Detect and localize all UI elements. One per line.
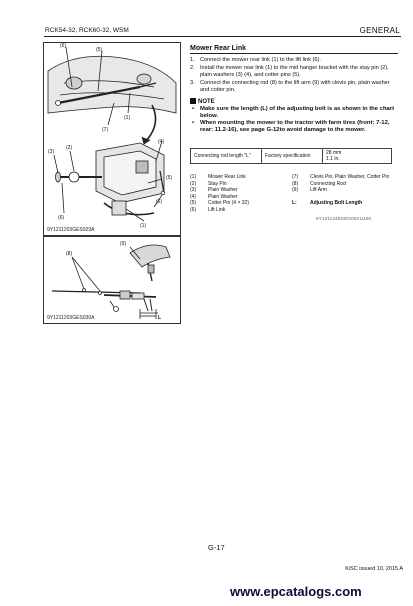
legend-key: (3) — [190, 187, 197, 193]
legend-key: (1) — [190, 174, 197, 180]
legend-label: Plain Washer — [208, 187, 238, 193]
legend-label: Cotter Pin (4 × 32) — [208, 200, 249, 206]
dimension-l-label: L — [158, 315, 162, 321]
legend-key: (5) — [190, 200, 197, 206]
callout-7: (7) — [102, 127, 109, 133]
section-title: Mower Rear Link — [190, 45, 247, 52]
callout-6: (6) — [58, 215, 65, 221]
callout-9: (9) — [120, 241, 127, 247]
procedure-steps — [190, 57, 400, 95]
step-number: 2. — [190, 65, 195, 71]
step-number: 1. — [190, 57, 195, 63]
figure-rear-link-install — [43, 42, 181, 236]
table-row — [191, 149, 392, 164]
spec-column: Factory specification — [262, 149, 323, 164]
legend-right — [292, 174, 389, 206]
spec-label: Connecting rod length "L" — [191, 149, 262, 164]
rear-link-illustration — [44, 43, 180, 235]
legend-label: Connecting Rod — [310, 180, 346, 187]
figure-connecting-rod — [43, 236, 181, 324]
step-number: 3. — [190, 80, 195, 86]
legend-label: Plain Washer — [208, 193, 238, 200]
spec-value-mm: 28 mm — [326, 150, 342, 156]
callout-3: (3) — [48, 149, 55, 155]
note-square-icon — [190, 98, 196, 104]
section-title-rule — [190, 53, 398, 54]
header-rule — [44, 36, 401, 37]
issue-info: KiSC issued 10, 2015 A — [345, 566, 403, 572]
legend-label: Lift Arm — [310, 187, 327, 193]
figure-code: 9Y1211203GES029A — [47, 227, 95, 233]
callout-1-top: (1) — [124, 115, 131, 121]
legend-key: (6) — [190, 206, 197, 213]
note-bullets — [190, 106, 402, 134]
legend-item — [292, 200, 389, 207]
legend-label: Stay Pin — [208, 180, 227, 187]
legend-key: (9) — [292, 187, 299, 193]
step-item — [190, 65, 400, 79]
step-text: Connect the connecting rod (8) to the lift arm (9) with clevis pin, plain washer and cotter pin. — [200, 80, 390, 93]
callout-8-left: (8) — [66, 251, 73, 257]
callout-6b: (6) — [156, 199, 163, 205]
spec-table — [190, 148, 392, 164]
watermark-link[interactable]: www.epcatalogs.com — [230, 584, 362, 599]
legend-left — [190, 174, 249, 213]
page-number: G-17 — [208, 543, 225, 552]
callout-6-top: (6) — [60, 43, 67, 49]
note-heading — [190, 98, 215, 105]
legend-item — [190, 207, 249, 214]
legend-key: (8) — [292, 180, 299, 187]
note-bullet: • Make sure the length (L) of the adjusting bolt is as shown in the chart below. — [190, 106, 402, 120]
legend-label: Clevis Pin, Plain Washer, Cotter Pin — [310, 174, 390, 180]
connecting-rod-illustration — [44, 237, 180, 323]
legend-label: Lift Link — [208, 206, 226, 213]
step-text: Connect the mower rear link (1) to the lift link (6). — [200, 57, 321, 63]
legend-key: (7) — [292, 174, 299, 180]
spec-value-in: 1.1 in. — [326, 156, 340, 162]
header-models: RCK54-32, RCK60-32, WSM — [45, 27, 129, 34]
document-code: 9Y1211345GEG0021US0 — [316, 216, 372, 221]
legend-label: Adjusting Bolt Length — [310, 199, 363, 206]
step-item — [190, 80, 400, 94]
step-item — [190, 57, 400, 64]
legend-key: (4) — [190, 193, 197, 200]
legend-item — [292, 187, 389, 194]
legend-label: Mower Rear Link — [208, 174, 246, 180]
header-section: GENERAL — [359, 26, 400, 35]
callout-5-top: (5) — [96, 47, 103, 53]
note-title: NOTE — [198, 99, 215, 105]
spec-value — [323, 149, 392, 164]
callout-1: (1) — [140, 223, 147, 229]
figure-code: 9Y1211203GES030A — [47, 315, 95, 321]
step-text: Install the mower rear link (1) to the mid hanger bracket with the stay pin (2), plain washers (3) (4), and cotter pins (5). — [200, 65, 389, 78]
note-bullet: • When mounting the mower to the tractor with farm tires (front: 7-12, rear: 11.2-16), see page G-12to avoid damage to the mower. — [190, 120, 402, 134]
legend-key: (2) — [190, 180, 197, 187]
legend-key: L: — [292, 199, 297, 206]
callout-4: (4) — [158, 139, 165, 145]
callout-2: (2) — [66, 145, 73, 151]
callout-5: (5) — [166, 175, 173, 181]
